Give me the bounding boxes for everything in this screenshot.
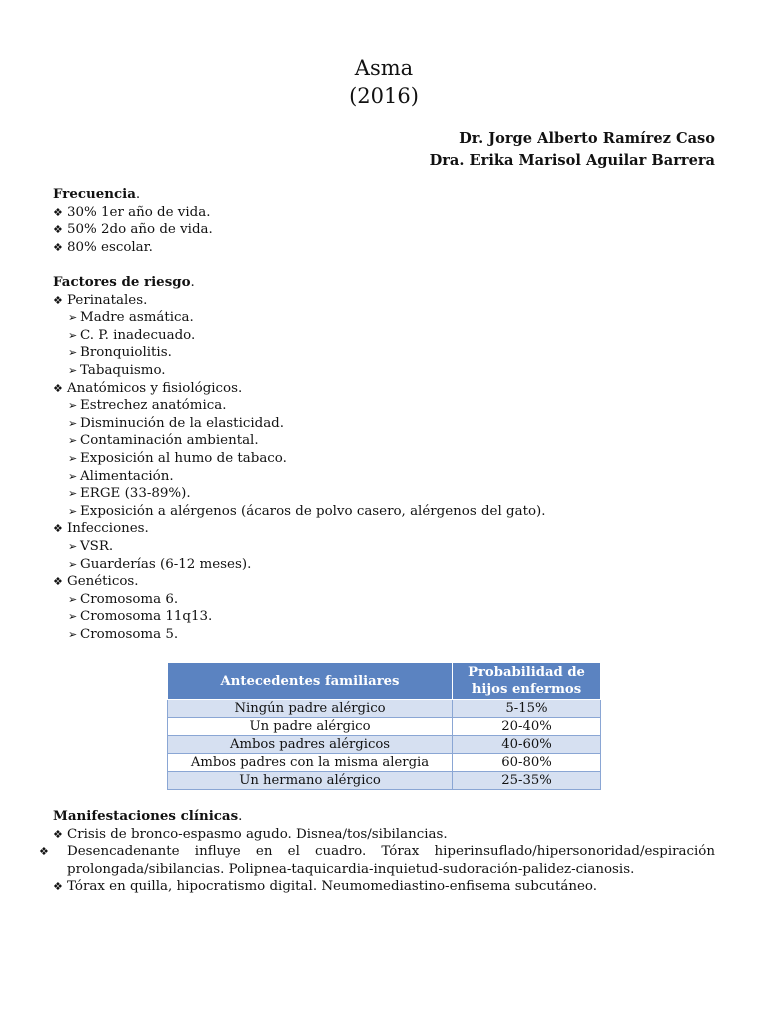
list-item: ❖ Crisis de bronco-espasmo agudo. Disnea/tos/sibilancias.: [53, 826, 448, 842]
arrow-bullet-icon: ➢: [68, 346, 78, 360]
section-heading: Factores de riesgo.: [53, 274, 195, 290]
table-row: [168, 772, 601, 790]
diamond-bullet-icon: ❖: [39, 845, 49, 859]
table-cell: 20-40%: [453, 718, 601, 736]
diamond-bullet-icon: ❖: [53, 827, 63, 841]
arrow-bullet-icon: ➢: [68, 469, 78, 483]
arrow-bullet-icon: ➢: [68, 399, 78, 413]
table-cell: 5-15%: [453, 700, 601, 718]
table-header-row: [168, 663, 601, 700]
table-cell: Ambos padres con la misma alergia: [168, 754, 453, 772]
arrow-bullet-icon: ➢: [68, 451, 78, 465]
table-row: [168, 736, 601, 754]
arrow-bullet-icon: ➢: [68, 434, 78, 448]
list-item: ➢ Bronquiolitis.: [68, 345, 172, 361]
list-item: ➢ Cromosoma 6.: [68, 591, 179, 607]
group-label: ❖ Genéticos.: [53, 574, 139, 590]
arrow-bullet-icon: ➢: [68, 504, 78, 518]
section-manifestaciones: [39, 808, 715, 896]
group-label: ❖ Anatómicos y fisiológicos.: [53, 380, 243, 396]
list-item: ❖ Desencadenante influye en el cuadro. Tórax hiperinsuflado/hipersonoridad/espiración prolongada/sibilancias. Polipnea-taquicardia-inquietud-sudoración-palidez-cianosis.: [39, 844, 715, 877]
list-item: ➢ Contaminación ambiental.: [68, 433, 259, 449]
table-cell: 25-35%: [453, 772, 601, 790]
arrow-bullet-icon: ➢: [68, 610, 78, 624]
list-item: ❖ 30% 1er año de vida.: [53, 204, 211, 220]
arrow-bullet-icon: ➢: [68, 328, 78, 342]
table-row: [168, 718, 601, 736]
section-heading: Manifestaciones clínicas.: [53, 808, 243, 824]
list-item: ➢ Exposición a alérgenos (ácaros de polvo casero, alérgenos del gato).: [68, 503, 546, 519]
arrow-bullet-icon: ➢: [68, 592, 78, 606]
list-item: ➢ Cromosoma 5.: [68, 626, 179, 642]
group-label: ❖ Perinatales.: [53, 292, 148, 308]
list-item: ➢ C. P. inadecuado.: [68, 327, 196, 343]
table-cell: Ningún padre alérgico: [168, 700, 453, 718]
title-year: (2016): [349, 84, 419, 108]
table-cell: Un hermano alérgico: [168, 772, 453, 790]
diamond-bullet-icon: ❖: [53, 293, 63, 307]
document-title: [0, 54, 768, 110]
section-factores: [53, 274, 715, 643]
group-label: ❖ Infecciones.: [53, 521, 149, 537]
table-row: [168, 700, 601, 718]
list-item: ❖ 50% 2do año de vida.: [53, 222, 213, 238]
table-header-antecedentes: Antecedentes familiares: [168, 663, 453, 700]
diamond-bullet-icon: ❖: [53, 240, 63, 254]
diamond-bullet-icon: ❖: [53, 575, 63, 589]
arrow-bullet-icon: ➢: [68, 539, 78, 553]
list-item: ➢ Alimentación.: [68, 468, 174, 484]
list-item: ➢ Guarderías (6-12 meses).: [68, 556, 252, 572]
author-2: Dra. Erika Marisol Aguilar Barrera: [429, 152, 715, 169]
table-cell: Ambos padres alérgicos: [168, 736, 453, 754]
table-header-probabilidad: Probabilidad de hijos enfermos: [453, 663, 601, 700]
table-cell: Un padre alérgico: [168, 718, 453, 736]
diamond-bullet-icon: ❖: [53, 205, 63, 219]
diamond-bullet-icon: ❖: [53, 880, 63, 894]
list-item: ➢ Exposición al humo de tabaco.: [68, 450, 287, 466]
arrow-bullet-icon: ➢: [68, 311, 78, 325]
list-item: ❖ Tórax en quilla, hipocratismo digital. Neumomediastino-enfisema subcutáneo.: [53, 879, 597, 895]
section-frecuencia: [53, 186, 715, 256]
list-item: ➢ Cromosoma 11q13.: [68, 609, 213, 625]
list-item: ➢ Estrechez anatómica.: [68, 398, 227, 414]
arrow-bullet-icon: ➢: [68, 416, 78, 430]
arrow-bullet-icon: ➢: [68, 487, 78, 501]
list-item: ➢ ERGE (33-89%).: [68, 486, 191, 502]
author-1: Dr. Jorge Alberto Ramírez Caso: [459, 130, 715, 147]
diamond-bullet-icon: ❖: [53, 223, 63, 237]
arrow-bullet-icon: ➢: [68, 363, 78, 377]
list-item: ❖ 80% escolar.: [53, 239, 153, 255]
arrow-bullet-icon: ➢: [68, 557, 78, 571]
diamond-bullet-icon: ❖: [53, 522, 63, 536]
list-item: ➢ Tabaquismo.: [68, 362, 166, 378]
list-item: ➢ Disminución de la elasticidad.: [68, 415, 285, 431]
authors: [430, 128, 715, 172]
table-row: [168, 754, 601, 772]
section-heading: Frecuencia.: [53, 186, 141, 202]
table-cell: 40-60%: [453, 736, 601, 754]
list-item: ➢ Madre asmática.: [68, 310, 194, 326]
title-text: Asma: [354, 56, 414, 80]
table-cell: 60-80%: [453, 754, 601, 772]
family-history-table: [167, 662, 601, 790]
arrow-bullet-icon: ➢: [68, 627, 78, 641]
list-item: ➢ VSR.: [68, 538, 114, 554]
diamond-bullet-icon: ❖: [53, 381, 63, 395]
